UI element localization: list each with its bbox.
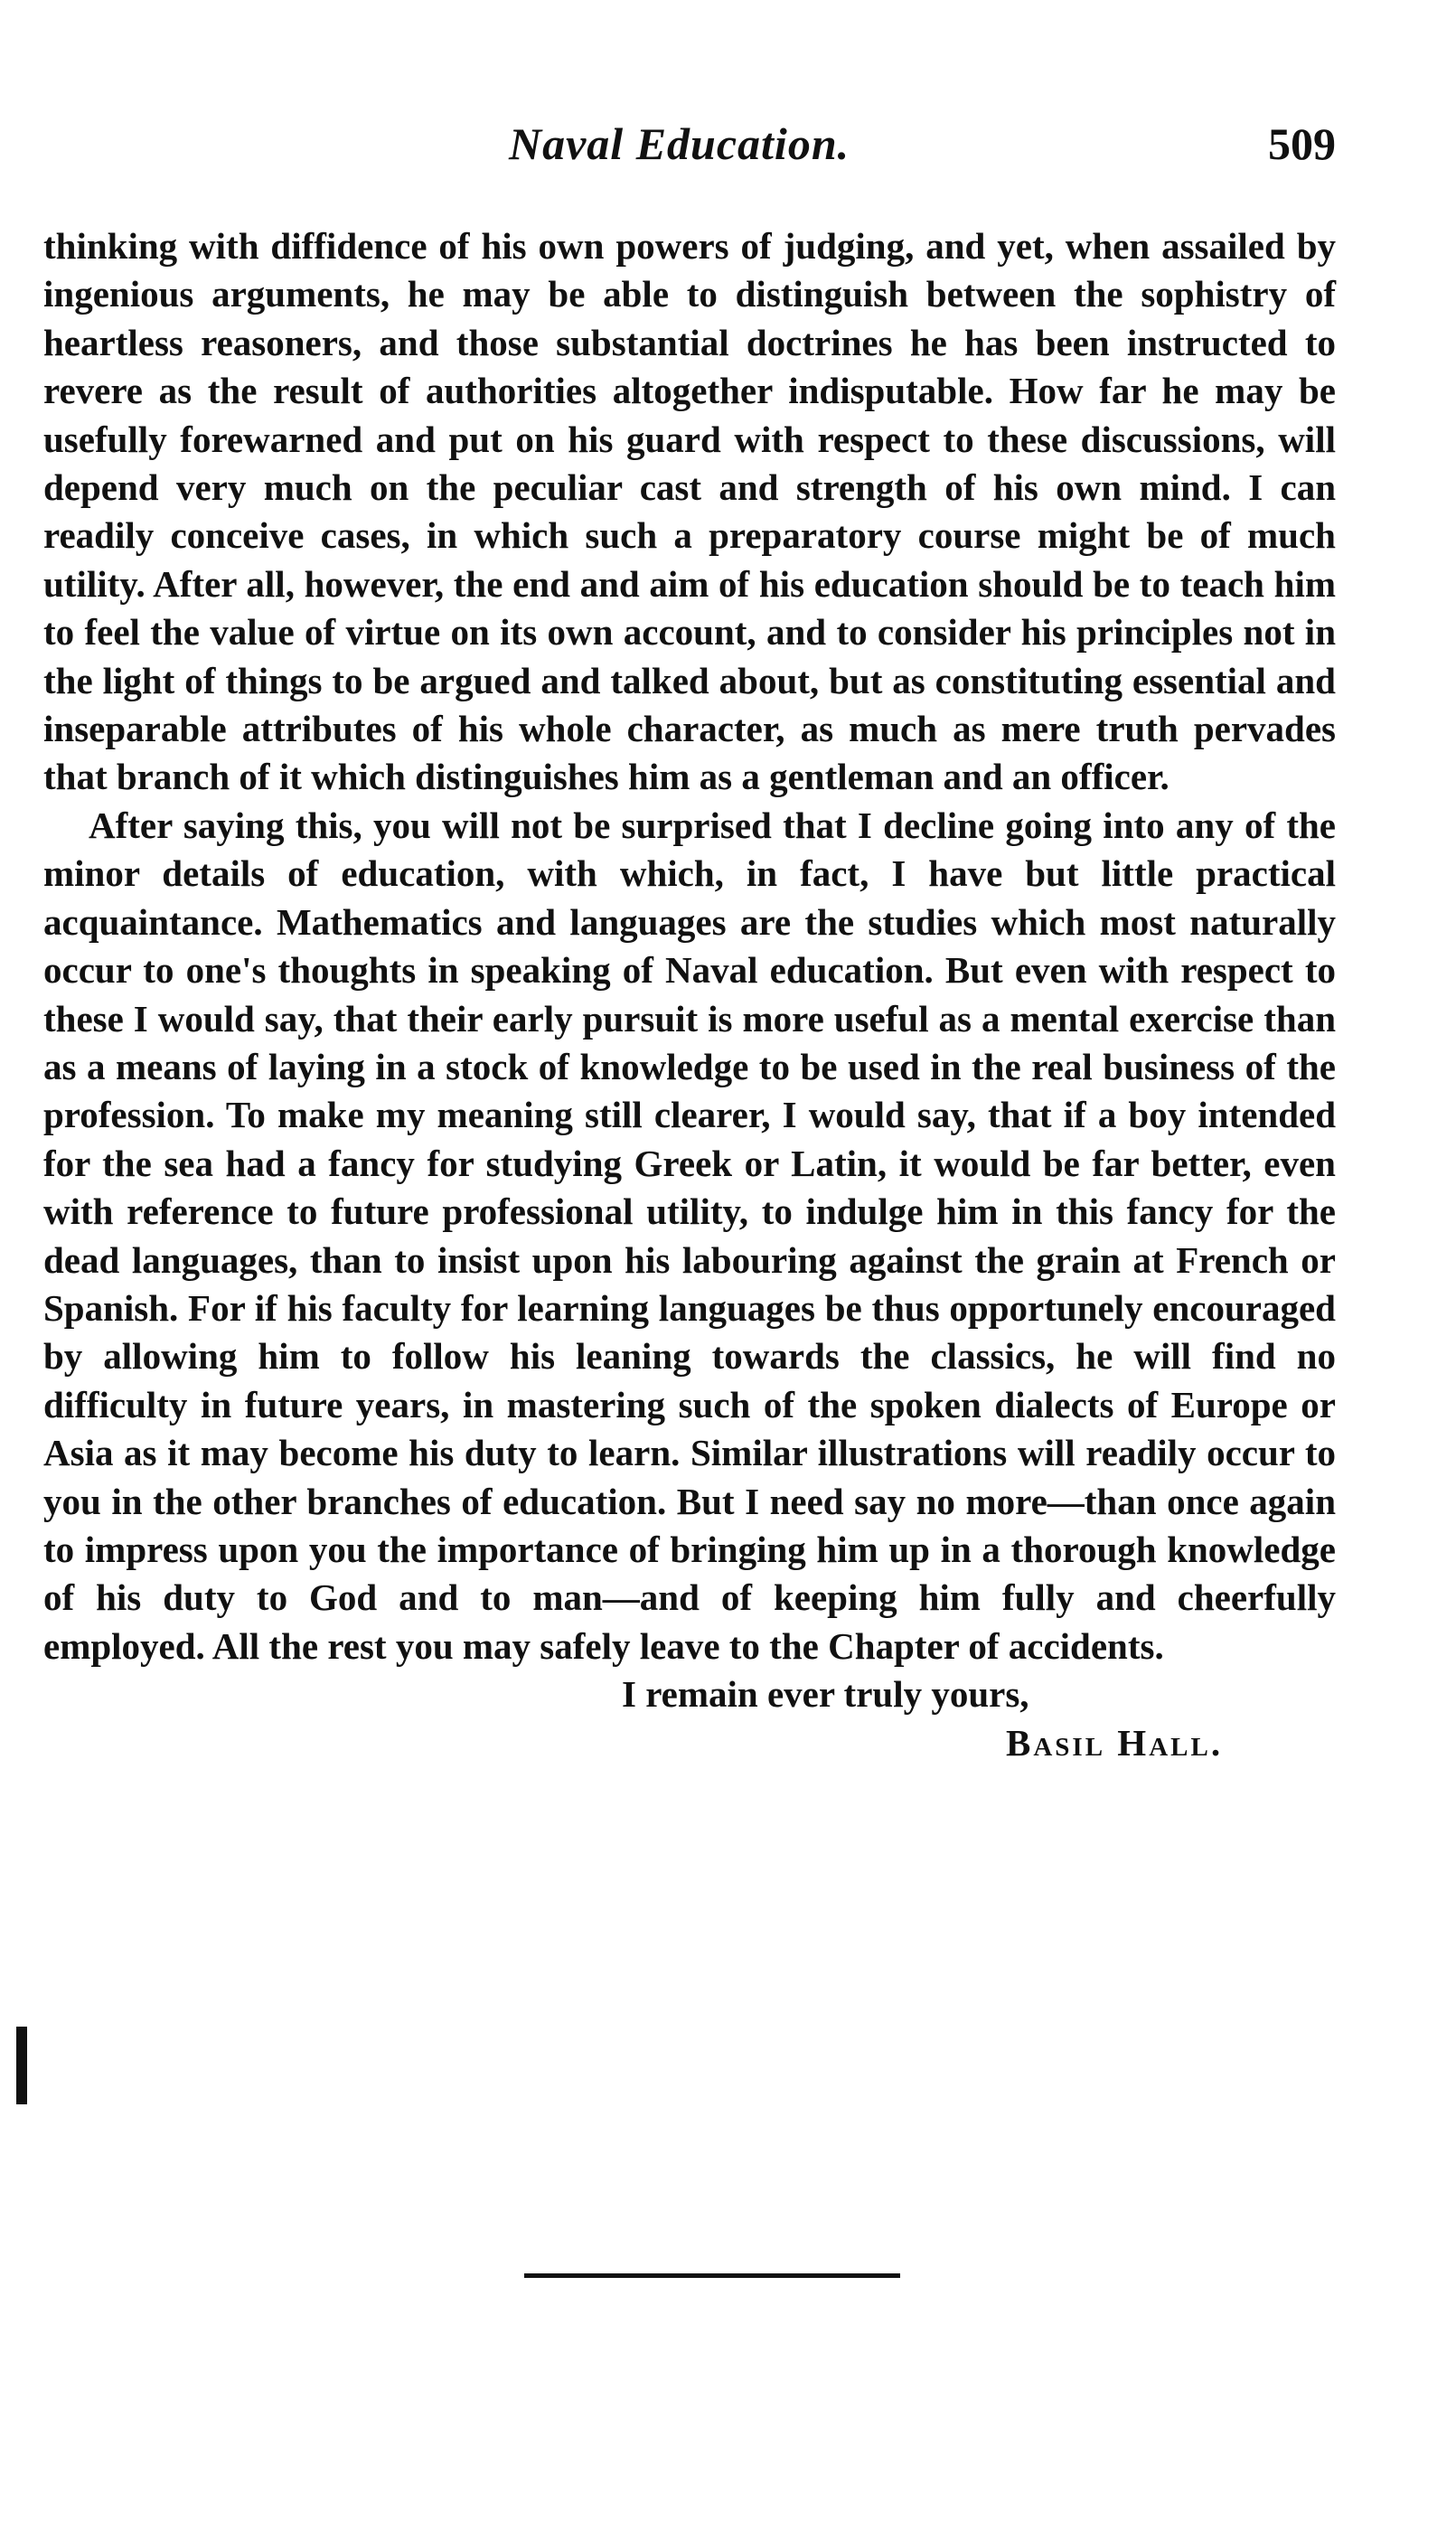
running-head (43, 118, 1336, 181)
signature: Basil Hall. (1006, 1721, 1224, 1764)
book-page (43, 118, 1336, 1767)
running-title: Naval Education. (509, 118, 850, 169)
end-rule (524, 2273, 900, 2278)
body-text (43, 222, 1336, 1670)
valediction: I remain ever truly yours, (622, 1673, 1029, 1716)
paragraph-continued: thinking with diffidence of his own powers of judging, and yet, when assailed by ingenious arguments, he may be able to distinguish between the sophistry of heartless reasoners, and those substantial doctrines he has been instructed to revere as the result of authorities altogether indisputable. How far he may be usefully forewarned and put on his guard with respect to these discussions, will depend very much on the peculiar cast and strength of his own mind. I can readily conceive cases, in which such a preparatory course might be of much utility. After all, however, the end and aim of his education should be to teach him to feel the value of virtue on its own account, and to consider his principles not in the light of things to be argued and talked about, but as constituting essential and inseparable attributes of his whole character, as much as mere truth pervades that branch of it which distinguishes him as a gentleman and an officer. (43, 225, 1336, 798)
page-number: 509 (1268, 118, 1336, 169)
letter-closing (43, 1670, 1336, 1767)
paragraph: After saying this, you will not be surprised that I decline going into any of the minor details of education, with which, in fact, I have but little practical acquaintance. Mathematics and languages are the studies which most naturally occur to one's thoughts in speaking of Naval education. But even with respect to these I would say, that their early pursuit is more useful as a mental exercise than as a means of laying in a stock of knowledge to be used in the real business of the profession. To make my meaning still clearer, I would say, that if a boy intended for the sea had a fancy for studying Greek or Latin, it would be far better, even with reference to future professional utility, to indulge him in this fancy for the dead languages, than to insist upon his labouring against the grain at French or Spanish. For if his faculty for learning languages be thus opportunely encouraged by allowing him to follow his leaning towards the classics, he will find no difficulty in future years, in mastering such of the spoken dialects of Europe or Asia as it may become his duty to learn. Similar illustrations will readily occur to you in the other branches of education. But I need say no more—than once again to impress upon you the importance of bringing him up in a thorough knowledge of his duty to God and to man—and of keeping him fully and cheerfully employed. All the rest you may safely leave to the Chapter of accidents. (43, 804, 1336, 1667)
margin-mark (16, 2027, 27, 2104)
